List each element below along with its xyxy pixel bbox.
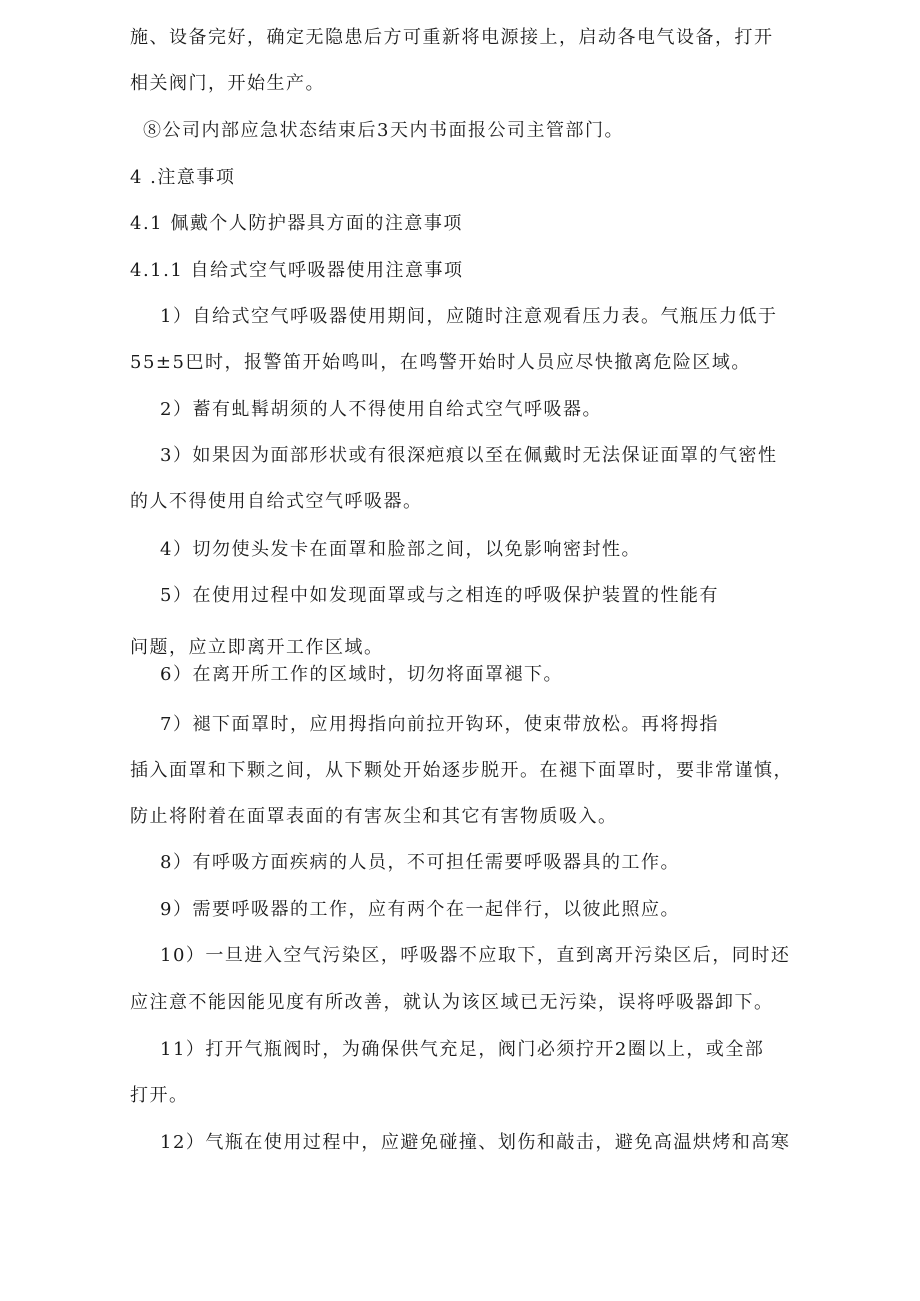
- text-line: 打开。: [130, 1085, 189, 1106]
- text-line: ⑧公司内部应急状态结束后3天内书面报公司主管部门。: [143, 120, 624, 141]
- list-item: 5）在使用过程中如发现面罩或与之相连的呼吸保护装置的性能有: [160, 585, 719, 606]
- text-line: 插入面罩和下颗之间，从下颗处开始逐步脱开。在褪下面罩时，要非常谨慎，: [130, 760, 793, 781]
- text-line: 55±5巴时，报警笛开始鸣叫，在鸣警开始时人员应尽快撤离危险区域。: [130, 352, 751, 373]
- list-item: 7）褪下面罩时，应用拇指向前拉开钩环，使束带放松。再将拇指: [160, 714, 719, 735]
- text-line: 相关阀门，开始生产。: [130, 73, 325, 94]
- list-item: 6）在离开所工作的区域时，切勿将面罩褪下。: [160, 664, 563, 685]
- list-item: 1）自给式空气呼吸器使用期间，应随时注意观看压力表。气瓶压力低于: [160, 306, 778, 327]
- text-line: 防止将附着在面罩表面的有害灰尘和其它有害物质吸入。: [130, 806, 618, 827]
- list-item: 11）打开气瓶阀时，为确保供气充足，阀门必须拧开2圈以上，或全部: [160, 1039, 765, 1060]
- text-line: 施、设备完好，确定无隐患后方可重新将电源接上，启动各电气设备，打开: [130, 27, 774, 48]
- subsection-heading: 4.1.1 自给式空气呼吸器使用注意事项: [130, 260, 464, 281]
- text-line: 问题，应立即离开工作区域。: [130, 637, 384, 658]
- list-item: 3）如果因为面部形状或有很深疤痕以至在佩戴时无法保证面罩的气密性: [160, 445, 778, 466]
- list-item: 2）蓄有虬髯胡须的人不得使用自给式空气呼吸器。: [160, 399, 602, 420]
- list-item: 9）需要呼吸器的工作，应有两个在一起伴行，以彼此照应。: [160, 899, 680, 920]
- text-line: 的人不得使用自给式空气呼吸器。: [130, 491, 423, 512]
- list-item: 8）有呼吸方面疾病的人员，不可担任需要呼吸器具的工作。: [160, 852, 680, 873]
- list-item: 10）一旦进入空气污染区，呼吸器不应取下，直到离开污染区后，同时还: [160, 945, 791, 966]
- text-line: 应注意不能因能见度有所改善，就认为该区域已无污染，误将呼吸器卸下。: [130, 992, 774, 1013]
- section-heading: 4 .注意事项: [130, 167, 236, 188]
- list-item: 12）气瓶在使用过程中，应避免碰撞、划伤和敲击，避免高温烘烤和高寒: [160, 1132, 791, 1153]
- subsection-heading: 4.1 佩戴个人防护器具方面的注意事项: [130, 213, 463, 234]
- list-item: 4）切勿使头发卡在面罩和脸部之间，以免影响密封性。: [160, 539, 641, 560]
